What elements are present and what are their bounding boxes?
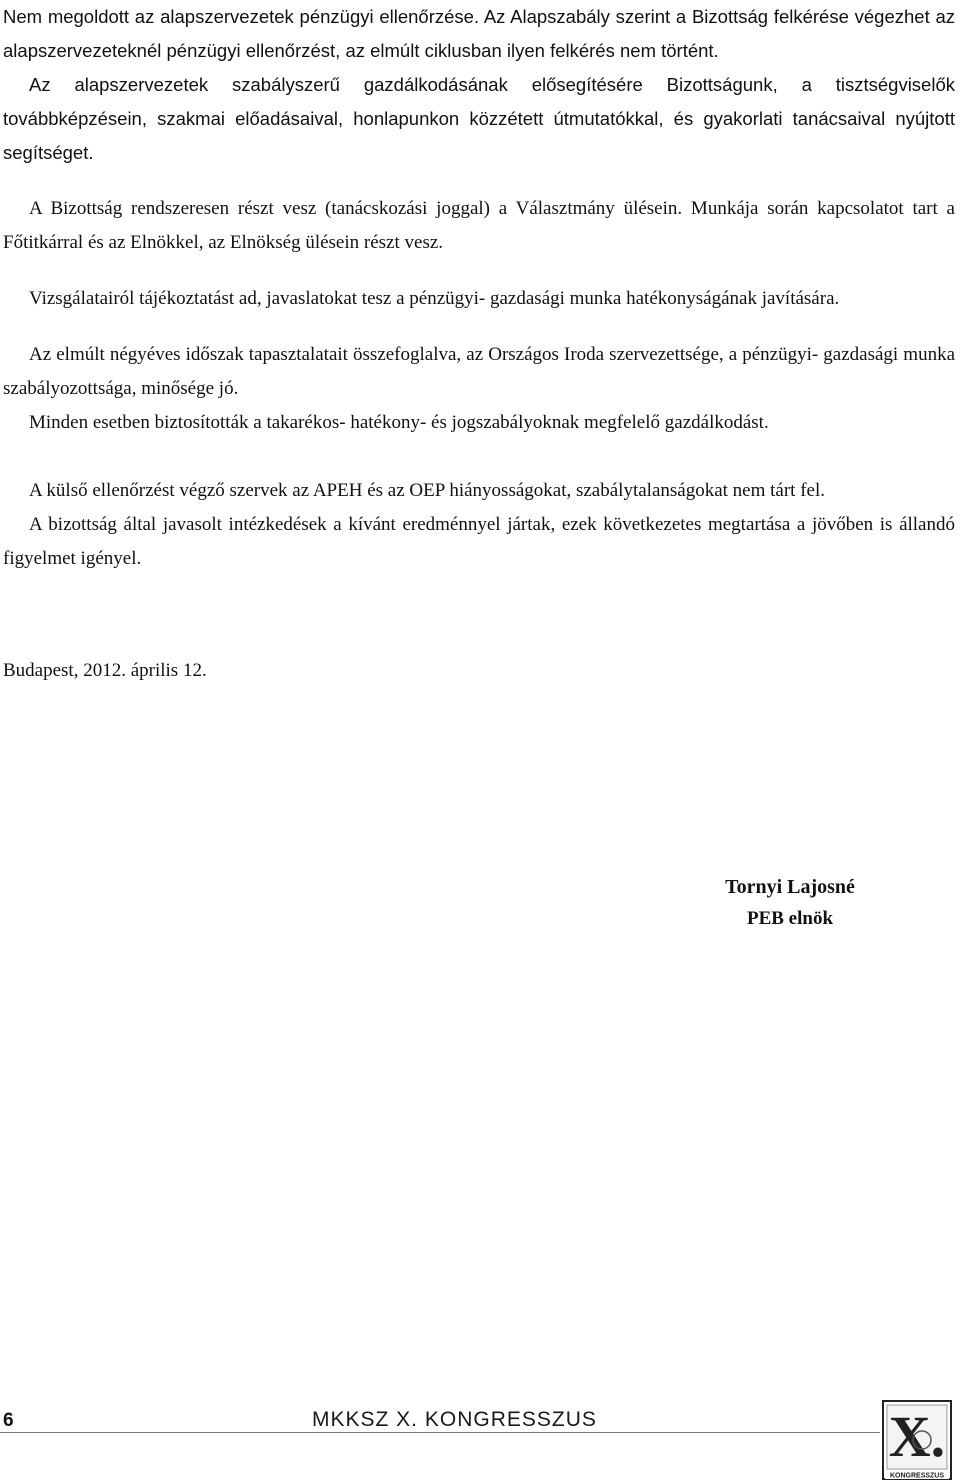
document-body bbox=[3, 0, 955, 688]
logo-caption: KONGRESSZUS bbox=[889, 1472, 945, 1480]
paragraph-financial-audit: Nem megoldott az alapszervezetek pénzügyi ellenőrzése. Az Alapszabály szerint a Bizottság felkérése végezhet az alapszervezeteknél pénzügyi ellenőrzést, az elmúlt ciklusban ilyen felkérés nem történt. bbox=[3, 6, 955, 61]
signatory-name: Tornyi Lajosné bbox=[725, 876, 855, 898]
paragraph-summary: Az elmúlt négyéves időszak tapasztalatait összefoglalva, az Országos Iroda szervezettsége, a pénzügyi- gazdasági munka szabályozottsága, minősége jó. bbox=[3, 344, 955, 399]
page-number: 6 bbox=[3, 1410, 14, 1431]
signatory-role: PEB elnök bbox=[746, 908, 834, 929]
paragraph-economical-management: Minden esetben biztosították a takarékos- hatékony- és jogszabályoknak megfelelő gazdálkodást. bbox=[29, 412, 769, 433]
paragraph-participation: A Bizottság rendszeresen részt vesz (tanácskozási joggal) a Választmány ülésein. Munkája során kapcsolatot tart a Főtitkárral és az Elnökkel, az Elnökség ülésein részt vesz. bbox=[3, 198, 955, 253]
logo-mark: X. bbox=[888, 1404, 946, 1469]
paragraph-recommendations: Vizsgálatairól tájékoztatást ad, javaslatokat tesz a pénzügyi- gazdasági munka hatékonyságának javítására. bbox=[29, 288, 840, 309]
signature-block bbox=[700, 872, 880, 936]
date-line: Budapest, 2012. április 12. bbox=[3, 660, 207, 681]
paragraph-support: Az alapszervezetek szabályszerű gazdálkodásának elősegítésére Bizottságunk, a tisztségviselők továbbképzésein, szakmai előadásaival, honlapunkon közzétett útmutatókkal, és gyakorlati tanácsaival nyújtott segítséget. bbox=[3, 74, 955, 163]
congress-logo-icon bbox=[882, 1400, 952, 1480]
footer-divider bbox=[0, 1432, 880, 1433]
footer-title: MKKSZ X. KONGRESSZUS bbox=[312, 1408, 597, 1431]
paragraph-external-audit: A külső ellenőrzést végző szervek az APEH és az OEP hiányosságokat, szabálytalanságokat nem tárt fel. bbox=[29, 480, 825, 501]
paragraph-measures: A bizottság által javasolt intézkedések a kívánt eredménnyel jártak, ezek következetes megtartása a jövőben is állandó figyelmet igényel. bbox=[3, 514, 955, 569]
